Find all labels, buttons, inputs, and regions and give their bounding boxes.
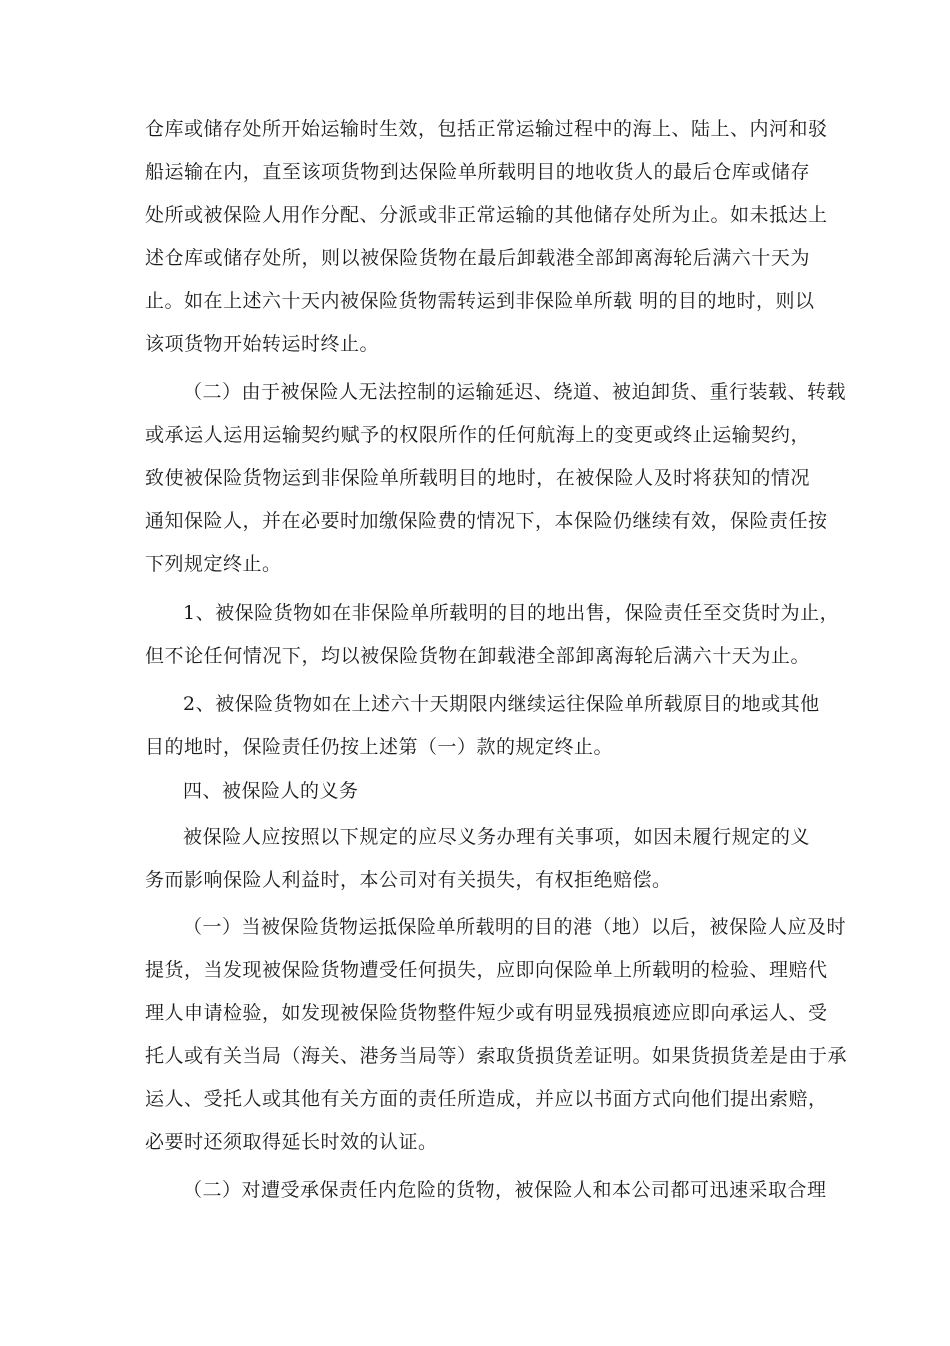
text-line: 必要时还须取得延长时效的认证。	[145, 1131, 438, 1153]
text-line: 2、被保险货物如在上述六十天期限内继续运往保险单所载原目的地或其他	[183, 693, 820, 715]
text-line: 仓库或储存处所开始运输时生效，包括正常运输过程中的海上、陆上、内河和驳	[145, 118, 828, 140]
text-line: 理人申请检验，如发现被保险货物整件短少或有明显残损痕迹应即向承运人、受	[145, 1002, 828, 1024]
text-line: 下列规定终止。	[145, 553, 282, 575]
text-line: 处所或被保险人用作分配、分派或非正常运输的其他储存处所为止。如未抵达上	[145, 204, 828, 226]
text-line: 1、被保险货物如在非保险单所载明的目的地出售，保险责任至交货时为止，	[183, 602, 840, 624]
text-line: （二）对遭受承保责任内危险的货物，被保险人和本公司都可迅速采取合理	[183, 1179, 827, 1201]
text-line: 致使被保险货物运到非保险单所载明目的地时，在被保险人及时将获知的情况	[145, 467, 810, 489]
text-line: 或承运人运用运输契约赋予的权限所作的任何航海上的变更或终止运输契约，	[145, 424, 810, 446]
text-line: 目的地时，保险责任仍按上述第（一）款的规定终止。	[145, 736, 614, 758]
text-line: 但不论任何情况下，均以被保险货物在卸载港全部卸离海轮后满六十天为止。	[145, 645, 810, 667]
text-line: 托人或有关当局（海关、港务当局等）索取货损货差证明。如果货损货差是由于承	[145, 1045, 848, 1067]
text-line: 该项货物开始转运时终止。	[145, 333, 380, 355]
text-line: 船运输在内，直至该项货物到达保险单所载明目的地收货人的最后仓库或储存	[145, 161, 810, 183]
section-heading: 四、被保险人的义务	[183, 780, 359, 802]
text-line: 述仓库或储存处所，则以被保险货物在最后卸载港全部卸离海轮后满六十天为	[145, 247, 810, 269]
text-line: 务而影响保险人利益时，本公司对有关损失，有权拒绝赔偿。	[145, 869, 672, 891]
text-line: 通知保险人，并在必要时加缴保险费的情况下，本保险仍继续有效，保险责任按	[145, 510, 828, 532]
text-line: （一）当被保险货物运抵保险单所载明的目的港（地）以后，被保险人应及时	[183, 916, 847, 938]
text-line: 止。如在上述六十天内被保险货物需转运到非保险单所载 明的目的地时，则以	[145, 290, 815, 312]
text-line: （二）由于被保险人无法控制的运输延迟、绕道、被迫卸货、重行装载、转载	[183, 381, 847, 403]
text-line: 被保险人应按照以下规定的应尽义务办理有关事项，如因未履行规定的义	[183, 826, 810, 848]
text-line: 提货，当发现被保险货物遭受任何损失，应即向保险单上所载明的检验、理赔代	[145, 959, 828, 981]
text-line: 运人、受托人或其他有关方面的责任所造成，并应以书面方式向他们提出索赔，	[145, 1088, 828, 1110]
